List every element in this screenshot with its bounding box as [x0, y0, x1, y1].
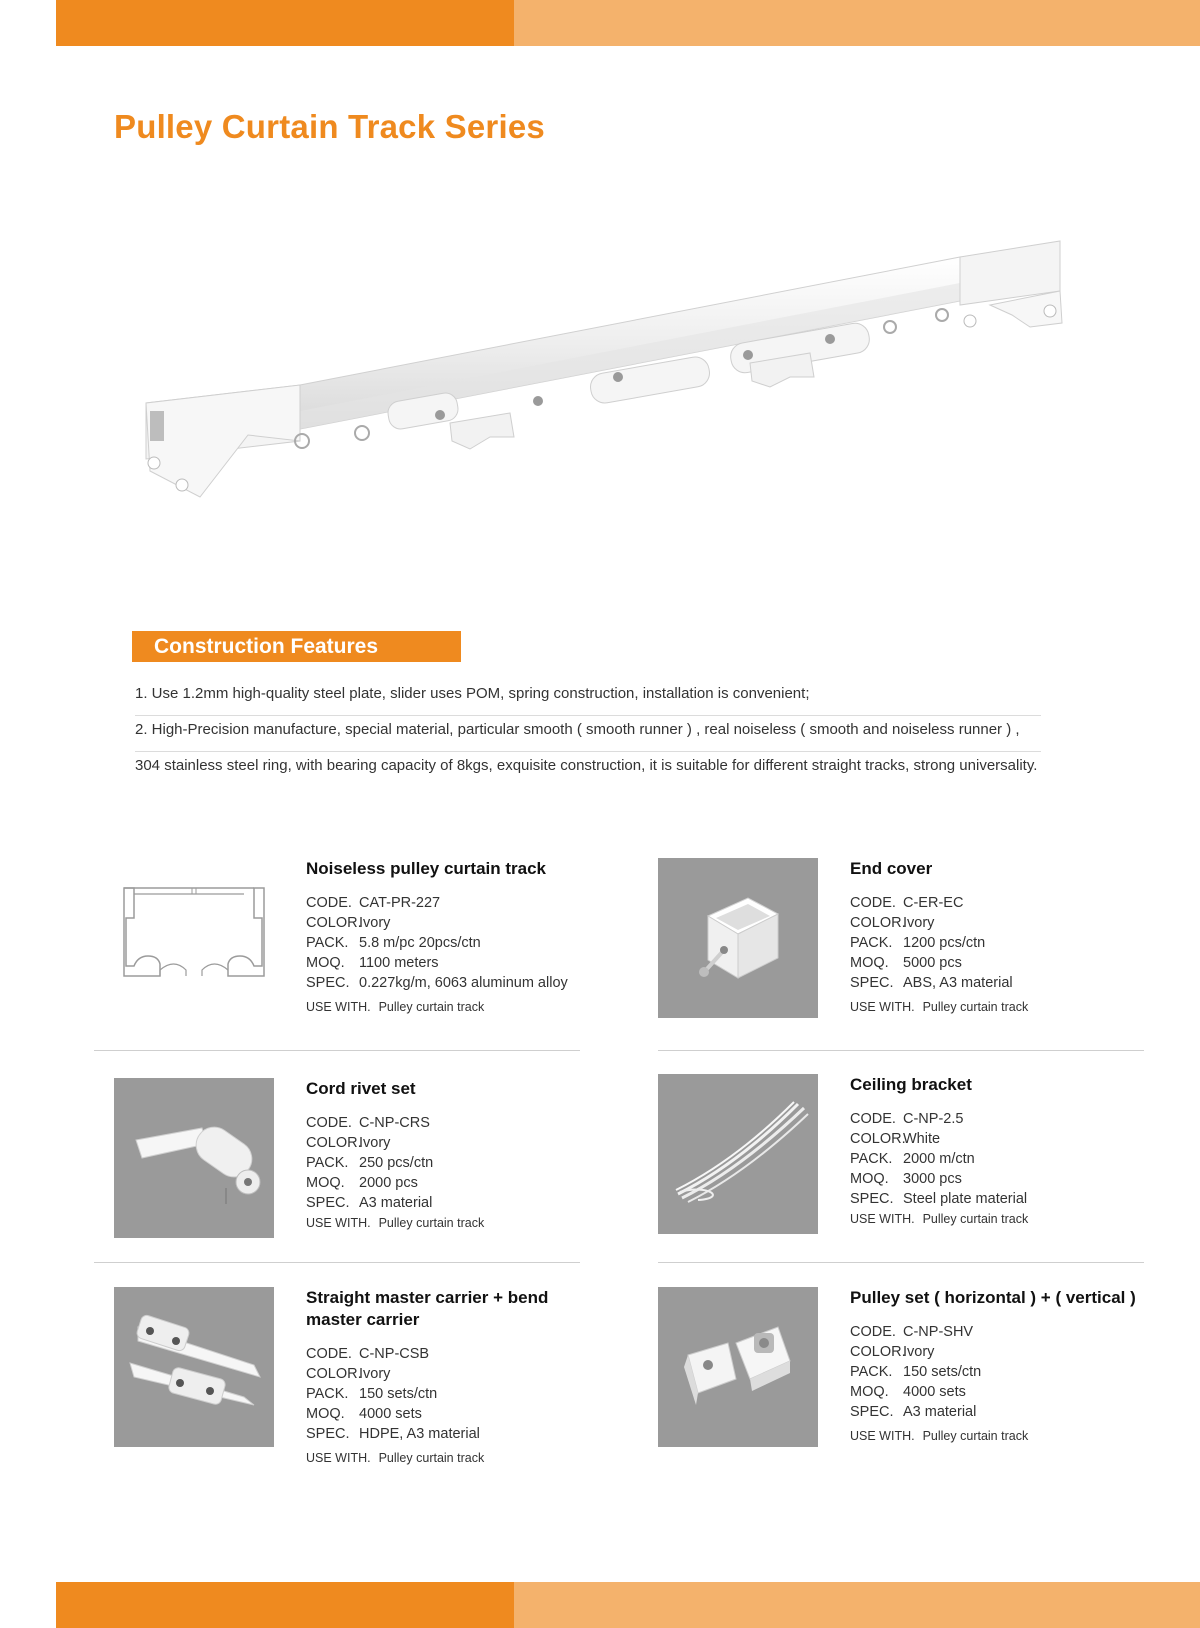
color-value: Ivory	[359, 915, 391, 931]
pack-label: PACK.	[306, 1155, 349, 1171]
header-band-light	[514, 0, 1200, 46]
pulley-set-photo	[658, 1287, 818, 1447]
spec-label: SPEC.	[306, 975, 350, 991]
color-label: COLOR.	[306, 1135, 362, 1151]
color-label: COLOR.	[306, 915, 362, 931]
product-info	[306, 858, 606, 1017]
curtain-track-photo	[130, 215, 1120, 535]
pack-label: PACK.	[306, 935, 349, 951]
product-info	[850, 1074, 1150, 1229]
use-with-label: USE WITH.	[850, 1000, 915, 1014]
moq-value: 4000 sets	[359, 1406, 422, 1422]
page-title: Pulley Curtain Track Series	[114, 108, 545, 145]
master-carrier-photo	[114, 1287, 274, 1447]
footer-band	[56, 1582, 1200, 1628]
spec-label: SPEC.	[850, 1191, 894, 1207]
product-name: Cord rivet set	[306, 1079, 416, 1098]
code-label: CODE.	[306, 895, 352, 911]
spec-value: Steel plate material	[903, 1191, 1028, 1207]
moq-label: MOQ.	[306, 1175, 345, 1191]
color-label: COLOR.	[850, 915, 906, 931]
color-label: COLOR.	[306, 1366, 362, 1382]
use-with-value: Pulley curtain track	[378, 1216, 485, 1230]
product-name: Noiseless pulley curtain track	[306, 859, 546, 878]
spec-value: 0.227kg/m, 6063 aluminum alloy	[359, 975, 568, 991]
pack-value: 5.8 m/pc 20pcs/ctn	[359, 935, 481, 951]
code-label: CODE.	[850, 895, 896, 911]
moq-value: 5000 pcs	[903, 955, 962, 971]
code-value: C-NP-2.5	[903, 1111, 964, 1127]
use-with-label: USE WITH.	[306, 1216, 371, 1230]
spec-value: A3 material	[359, 1195, 433, 1211]
spec-label: SPEC.	[850, 1404, 894, 1420]
pack-label: PACK.	[850, 1364, 893, 1380]
use-with-value: Pulley curtain track	[378, 1000, 485, 1014]
color-value: Ivory	[903, 1344, 935, 1360]
moq-label: MOQ.	[850, 1384, 889, 1400]
ceiling-bracket-photo	[658, 1074, 818, 1234]
code-label: CODE.	[306, 1346, 352, 1362]
header-band-dark	[56, 0, 514, 46]
divider	[94, 1050, 580, 1051]
product-info	[850, 858, 1150, 1017]
track-profile-icon	[114, 858, 274, 1018]
use-with-label: USE WITH.	[850, 1429, 915, 1443]
spec-label: SPEC.	[306, 1195, 350, 1211]
color-label: COLOR.	[850, 1344, 906, 1360]
spec-value: ABS, A3 material	[903, 975, 1013, 991]
spec-label: SPEC.	[306, 1426, 350, 1442]
moq-value: 2000 pcs	[359, 1175, 418, 1191]
divider	[658, 1262, 1144, 1263]
moq-label: MOQ.	[306, 955, 345, 971]
color-value: Ivory	[359, 1135, 391, 1151]
code-value: C-NP-CSB	[359, 1346, 430, 1362]
features-list	[135, 680, 1041, 788]
product-info	[306, 1287, 606, 1468]
spec-label: SPEC.	[850, 975, 894, 991]
pack-label: PACK.	[850, 1151, 893, 1167]
code-value: C-ER-EC	[903, 895, 964, 911]
feature-line: 304 stainless steel ring, with bearing capacity of 8kgs, exquisite construction, it is suitable for different straight tracks, strong universality.	[135, 757, 1038, 774]
product-name: Straight master carrier + bend master carrier	[306, 1288, 549, 1329]
color-value: Ivory	[903, 915, 935, 931]
spec-value: A3 material	[903, 1404, 977, 1420]
code-label: CODE.	[850, 1324, 896, 1340]
product-info	[850, 1287, 1150, 1446]
color-value: Ivory	[359, 1366, 391, 1382]
spec-value: HDPE, A3 material	[359, 1426, 480, 1442]
pack-label: PACK.	[306, 1386, 349, 1402]
use-with-value: Pulley curtain track	[922, 1212, 1029, 1226]
product-info	[306, 1078, 606, 1233]
use-with-value: Pulley curtain track	[922, 1429, 1029, 1443]
moq-label: MOQ.	[850, 1171, 889, 1187]
moq-label: MOQ.	[850, 955, 889, 971]
divider	[658, 1050, 1144, 1051]
color-label: COLOR.	[850, 1131, 906, 1147]
header-band	[56, 0, 1200, 46]
use-with-label: USE WITH.	[306, 1451, 371, 1465]
cord-rivet-set-photo	[114, 1078, 274, 1238]
pack-value: 150 sets/ctn	[903, 1364, 982, 1380]
divider	[94, 1262, 580, 1263]
use-with-label: USE WITH.	[850, 1212, 915, 1226]
product-name: Ceiling bracket	[850, 1075, 972, 1094]
product-name: End cover	[850, 859, 933, 878]
pack-value: 250 pcs/ctn	[359, 1155, 434, 1171]
feature-line: 2. High-Precision manufacture, special material, particular smooth ( smooth runner ) , real noiseless ( smooth and noiseless runner ) ,	[135, 716, 1041, 752]
code-label: CODE.	[306, 1115, 352, 1131]
footer-band-dark	[56, 1582, 514, 1628]
pack-value: 150 sets/ctn	[359, 1386, 438, 1402]
code-value: CAT-PR-227	[359, 895, 441, 911]
feature-line: 1. Use 1.2mm high-quality steel plate, slider uses POM, spring construction, installation is convenient;	[135, 680, 1041, 716]
use-with-value: Pulley curtain track	[922, 1000, 1029, 1014]
end-cover-photo	[658, 858, 818, 1018]
code-label: CODE.	[850, 1111, 896, 1127]
moq-value: 3000 pcs	[903, 1171, 962, 1187]
construction-features-heading: Construction Features	[132, 631, 461, 662]
color-value: White	[903, 1131, 941, 1147]
pack-label: PACK.	[850, 935, 893, 951]
code-value: C-NP-CRS	[359, 1115, 430, 1131]
moq-value: 1100 meters	[359, 955, 439, 971]
moq-value: 4000 sets	[903, 1384, 966, 1400]
moq-label: MOQ.	[306, 1406, 345, 1422]
footer-band-light	[514, 1582, 1200, 1628]
pack-value: 1200 pcs/ctn	[903, 935, 986, 951]
use-with-label: USE WITH.	[306, 1000, 371, 1014]
code-value: C-NP-SHV	[903, 1324, 974, 1340]
use-with-value: Pulley curtain track	[378, 1451, 485, 1465]
product-name: Pulley set ( horizontal ) + ( vertical )	[850, 1288, 1136, 1307]
pack-value: 2000 m/ctn	[903, 1151, 975, 1167]
